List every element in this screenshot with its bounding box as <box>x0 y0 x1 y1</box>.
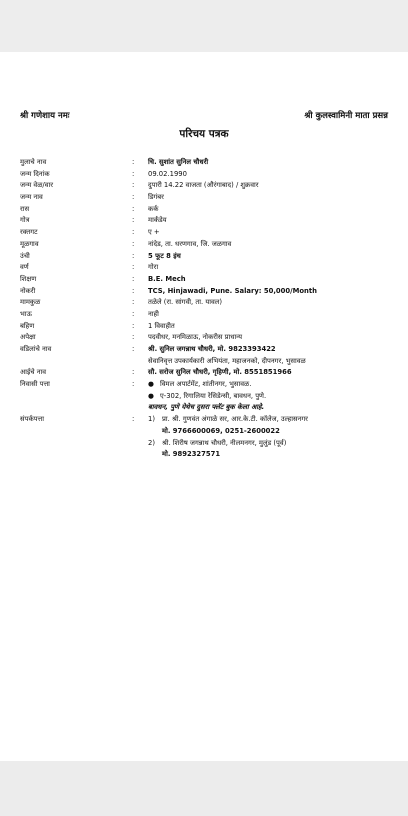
biodata-rows <box>0 157 408 461</box>
row-value: 1 विवाहीत <box>148 321 175 330</box>
row-value: 5 फूट 8 इंच <box>148 251 181 260</box>
row-value: दुपारी 14.22 वाजता (औरंगाबाद) / शुक्रवार <box>148 181 259 190</box>
row-value: नाही <box>148 309 159 318</box>
residence-label: निवासी पत्ता <box>20 380 50 389</box>
contact-2-phone: मो. 9892327571 <box>162 450 221 459</box>
contact-label: संपर्कपत्ता <box>20 415 44 424</box>
row-9 <box>0 262 408 274</box>
row-value: नांदेड, ता. धरणगाव, जि. जळगाव <box>148 239 232 248</box>
row-value: TCS, Hinjawadi, Pune. Salary: 50,000/Month <box>148 286 317 295</box>
row-0 <box>0 157 408 169</box>
residence-row-2 <box>0 391 408 403</box>
row-label: जन्म वेळ/वार <box>20 181 53 190</box>
row-separator: : <box>132 251 135 260</box>
row-label: जन्म नाव <box>20 193 43 202</box>
top-background <box>0 0 408 52</box>
row-separator: : <box>132 263 135 272</box>
row-label: नोकरी <box>20 286 36 295</box>
row-label: मूळगाव <box>20 239 39 248</box>
contact-1-phone-row <box>0 426 408 438</box>
row-separator: : <box>132 298 135 307</box>
bottom-background <box>0 761 408 816</box>
row-16 <box>0 344 408 356</box>
row-value: डिगंबर <box>148 193 164 202</box>
bullet-icon: ● <box>148 391 154 400</box>
row-label: मामकुळ <box>20 298 41 307</box>
row-separator: : <box>132 368 135 377</box>
residence-note-row <box>0 402 408 414</box>
row-3 <box>0 192 408 204</box>
row-separator: : <box>132 158 135 166</box>
row-separator: : <box>132 380 135 389</box>
document-title: परिचय पत्रक <box>179 128 229 140</box>
row-7 <box>0 239 408 251</box>
row-separator: : <box>132 228 135 237</box>
contact-2-number: 2) <box>148 438 155 447</box>
row-separator: : <box>132 193 135 202</box>
residence-item-2: ए-302, रिगालिया रेसिडेन्सी, बावधन, पुणे. <box>160 391 267 400</box>
row-label: रक्तगट <box>20 228 38 237</box>
row-value: मार्कंडेय <box>148 216 167 225</box>
row-separator: : <box>132 181 135 190</box>
row-label: अपेक्षा <box>20 333 36 342</box>
row-separator: : <box>132 333 135 342</box>
row-6 <box>0 227 408 239</box>
contact-2-name: श्री. शिरीष जगन्नाथ चौधरी, नीलमनगर, मुलुंड (पूर्व) <box>162 438 287 447</box>
row-8 <box>0 251 408 263</box>
contact-1-phone: मो. 9766600069, 0251-2600022 <box>162 426 280 435</box>
row-separator: : <box>132 309 135 318</box>
row-label: भाऊ <box>20 309 32 318</box>
row-label: रास <box>20 204 30 213</box>
row-label: आईचे नाव <box>20 368 47 377</box>
row-11 <box>0 286 408 298</box>
row-13 <box>0 309 408 321</box>
row-separator: : <box>132 345 135 353</box>
residence-row <box>0 379 408 391</box>
contact-2-phone-row <box>0 449 408 461</box>
row-separator: : <box>132 286 135 295</box>
row-value: पदवीधर, मनमिळाऊ, नोकरीस प्राधान्य <box>148 333 243 342</box>
mother-row <box>0 367 408 379</box>
row-separator: : <box>132 169 135 178</box>
row-label: उंची <box>20 251 30 260</box>
row-value: सौ. सरोज सुनिल चौधरी, गृहिणी, मो. 8551851966 <box>148 368 292 377</box>
row-separator: : <box>132 216 135 225</box>
row-separator: : <box>132 321 135 330</box>
row-value: 09.02.1990 <box>148 169 187 178</box>
row-value: श्री. सुनिल जगन्नाथ चौधरी, मो. 9823393422 <box>148 345 276 353</box>
row-value: तळेले (रा. सांगवी, ता. यावल) <box>148 298 223 307</box>
row-4 <box>0 204 408 216</box>
row-label: गोत्र <box>20 216 30 225</box>
row-label: शिक्षण <box>20 274 37 283</box>
row-separator: : <box>132 239 135 248</box>
header-right-invocation: श्री कुलस्वामिनी माता प्रसन्न <box>304 111 388 121</box>
row-5 <box>0 215 408 227</box>
row-label: वर्ण <box>20 263 29 272</box>
row-value: गोरा <box>148 263 159 272</box>
row-1 <box>0 169 408 181</box>
header-left-invocation: श्री गणेशाय नमः <box>20 111 70 121</box>
residence-note: बावधन, पुणे येथेच दुसरा फ्लॅट बुक केला आहे. <box>148 403 265 412</box>
row-value: B.E. Mech <box>148 274 186 283</box>
row-separator: : <box>132 204 135 213</box>
row-separator: : <box>132 415 135 424</box>
row-15 <box>0 332 408 344</box>
contact-1-name: प्रा. श्री. गुणवंत अंगाळे सर, आर.के.टी. कॉलेज, उल्हासनगर <box>162 415 308 424</box>
father-occupation: सेवानिवृत्त उपकार्यकारी अभियंता, महाजनको, दीपनगर, भुसावळ <box>148 356 306 365</box>
row-label: जन्म दिनांक <box>20 169 50 178</box>
contact-1-number: 1) <box>148 415 155 424</box>
row-2 <box>0 180 408 192</box>
row-value: ए + <box>148 228 160 237</box>
row-value: चि. सुशांत सुनिल चौधरी <box>148 158 209 166</box>
row-10 <box>0 274 408 286</box>
residence-item-1: विमल अपार्टमेंट, शांतीनगर, भुसावळ. <box>160 380 252 389</box>
contact-row <box>0 414 408 426</box>
father-occupation-row <box>0 356 408 368</box>
bullet-icon: ● <box>148 380 154 389</box>
row-value: कर्क <box>148 204 159 213</box>
row-label: बहिण <box>20 321 35 330</box>
row-label: वडिलांचे नाव <box>20 345 52 353</box>
row-label: मुलाचे नाव <box>20 158 47 166</box>
row-separator: : <box>132 274 135 283</box>
row-14 <box>0 321 408 333</box>
row-12 <box>0 297 408 309</box>
contact-2-row <box>0 438 408 450</box>
